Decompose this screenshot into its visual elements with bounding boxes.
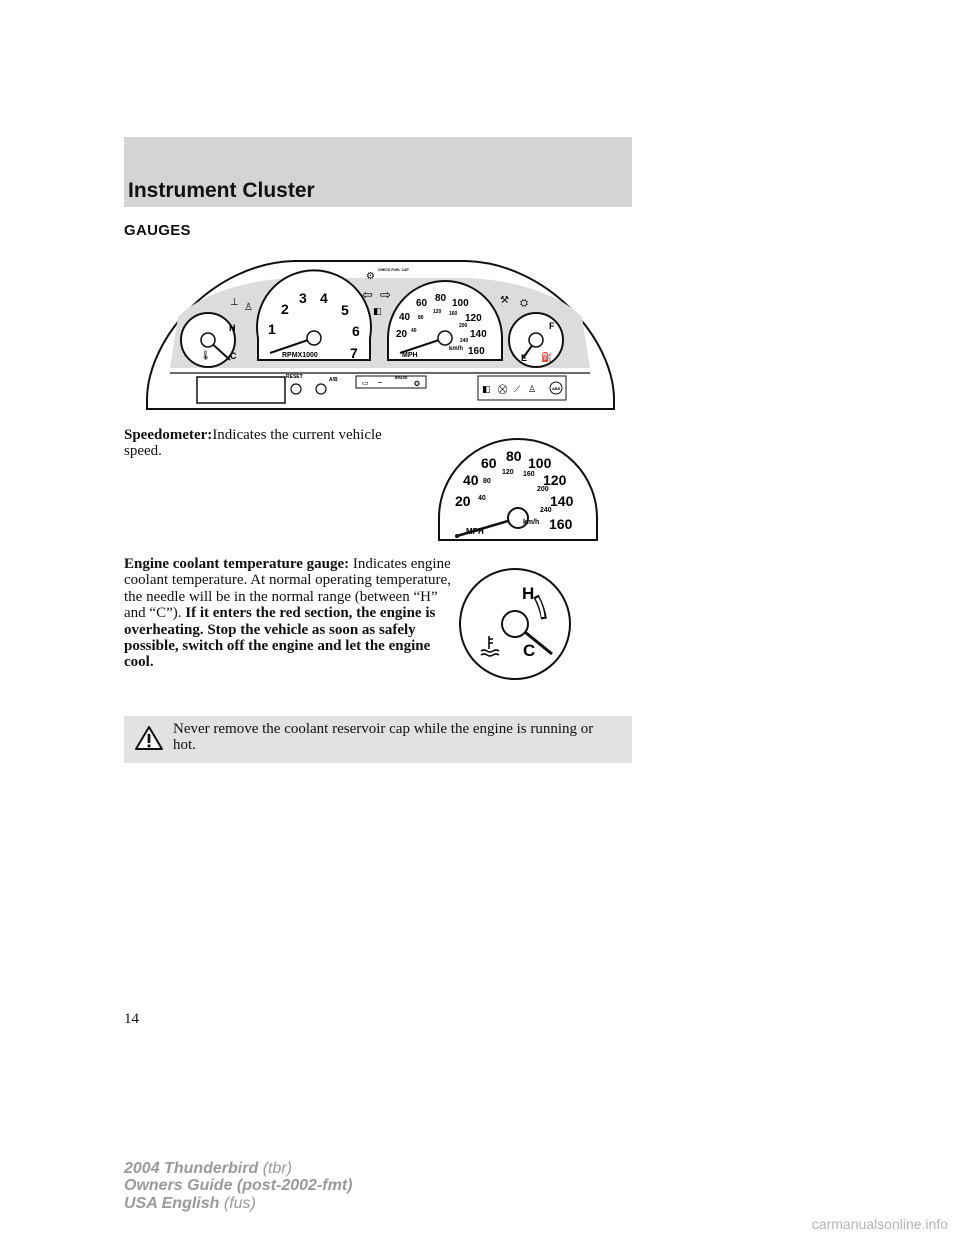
tach-num: 6 <box>352 323 360 339</box>
check-engine-icon: ⛭ <box>520 298 528 309</box>
tach-num: 4 <box>320 290 328 306</box>
footer-line1-code: (tbr) <box>262 1160 293 1177</box>
speed-kmh-160: 160 <box>523 471 535 478</box>
mini-kmh-label: km/h <box>449 346 464 352</box>
traction-icon: ⛒ <box>498 385 508 395</box>
mph-num: 60 <box>416 298 428 309</box>
check-fuel-cap-label: CHECK FUEL CAP <box>378 268 409 272</box>
speed-mph-120: 120 <box>543 472 567 488</box>
mini-mph-label: MPH <box>402 352 418 359</box>
page-title: Instrument Cluster <box>128 179 315 202</box>
ab-label: A/B <box>329 377 338 383</box>
tool-icon: ⟋ <box>514 385 521 395</box>
coolant-icon: ⊥ <box>230 297 239 308</box>
tach-num: 3 <box>299 290 307 306</box>
kmh-num: 200 <box>459 323 468 329</box>
warning-box <box>124 716 632 763</box>
mini-fuel-full: F <box>549 321 555 331</box>
speed-mph-40: 40 <box>463 472 479 488</box>
speedometer-illustration <box>435 432 601 542</box>
kmh-num: 160 <box>449 311 458 317</box>
mph-num: 40 <box>399 312 411 323</box>
temp-cold-label: C <box>523 641 536 660</box>
turn-left-icon: ⇦ <box>362 288 373 303</box>
wrench-icon: ⚒ <box>500 295 509 306</box>
mph-num: 100 <box>452 298 469 309</box>
footer-line1-main: 2004 Thunderbird <box>124 1160 259 1177</box>
kmh-num: 40 <box>411 328 417 334</box>
mph-num: 20 <box>396 329 408 340</box>
temperature-gauge-illustration <box>456 565 576 683</box>
reset-label: RESET <box>286 374 303 380</box>
temp-hot-label: H <box>522 584 535 603</box>
footer-line3-code: (fus) <box>223 1194 256 1212</box>
tach-label: RPMX1000 <box>282 352 318 359</box>
tach-num: 7 <box>350 345 358 361</box>
speedometer-label: Speedometer: <box>124 427 213 443</box>
coolant-text: Indicates engine coolant temperature. At normal operating temperature, the needle will be in the normal range (between “H” and “C”). <box>124 556 451 622</box>
speed-kmh-40: 40 <box>478 495 486 502</box>
speed-kmh-80: 80 <box>483 478 491 485</box>
headlamp-icon: ◧ <box>373 307 382 317</box>
speed-mph-160: 160 <box>549 516 573 532</box>
abs-label: ABS <box>552 386 561 391</box>
mini-temp-cold: C <box>230 351 237 361</box>
speed-kmh-200: 200 <box>537 486 549 493</box>
fuel-pump-icon: ⛽ <box>541 353 553 363</box>
footer-line3-main: USA English <box>124 1194 220 1212</box>
seatbelt-icon: ♙ <box>244 302 253 313</box>
speed-mph-140: 140 <box>550 493 574 509</box>
kmh-num: 120 <box>433 309 442 315</box>
kmh-num: 80 <box>418 315 424 321</box>
turn-right-icon: ⇨ <box>380 288 391 303</box>
fuel-cap-icon: ⚙ <box>366 271 375 282</box>
airbag-icon: ✪ <box>414 380 420 388</box>
speed-mph-20: 20 <box>455 493 471 509</box>
door-icon: ◧ <box>482 385 491 395</box>
speedometer-text: Indicates the current vehicle speed. <box>124 427 382 460</box>
speed-kmh-240: 240 <box>540 507 552 514</box>
warning-triangle-icon <box>134 725 164 751</box>
mph-num: 80 <box>435 293 447 304</box>
tach-num: 1 <box>268 321 276 337</box>
warning-text: Never remove the coolant reservoir cap while the engine is running or hot. <box>173 721 594 754</box>
speed-mph-100: 100 <box>528 455 552 471</box>
speed-mph-label: MPH <box>466 527 484 536</box>
tach-num: 2 <box>281 301 289 317</box>
mph-num: 160 <box>468 346 485 357</box>
coolant-label: Engine coolant temperature gauge: <box>124 556 350 572</box>
lamp-icon: ♙ <box>528 385 537 395</box>
speed-kmh-120: 120 <box>502 469 514 476</box>
mph-num: 120 <box>465 313 482 324</box>
svg-text:🌡: 🌡 <box>200 351 212 361</box>
speed-mph-60: 60 <box>481 455 497 471</box>
coolant-warning-bold: If it enters the red section, the engine is overheating. Stop the vehicle as soon as safely possible, switch off the engine and let the engine cool. <box>124 605 436 671</box>
battery-icon: ▭ <box>362 379 369 387</box>
coolant-paragraph <box>124 556 454 671</box>
watermark: carmanualsonline.info <box>811 1216 948 1232</box>
mini-fuel-empty: E <box>521 353 528 363</box>
footer-line2-main: Owners Guide (post-2002-fmt) <box>124 1177 353 1195</box>
section-heading: GAUGES <box>124 222 191 239</box>
oil-icon: ~ <box>377 379 383 387</box>
speed-kmh-label: km/h <box>523 519 540 526</box>
footer <box>124 1160 352 1212</box>
brake-label: BRAKE <box>395 376 408 380</box>
mini-temp-hot: H <box>229 323 236 333</box>
speedometer-paragraph <box>124 427 384 460</box>
mph-num: 140 <box>470 329 487 340</box>
page-number: 14 <box>124 1011 139 1027</box>
kmh-num: 240 <box>460 338 469 344</box>
speed-mph-80: 80 <box>506 448 522 464</box>
tach-num: 5 <box>341 302 349 318</box>
instrument-cluster-illustration <box>144 243 616 413</box>
